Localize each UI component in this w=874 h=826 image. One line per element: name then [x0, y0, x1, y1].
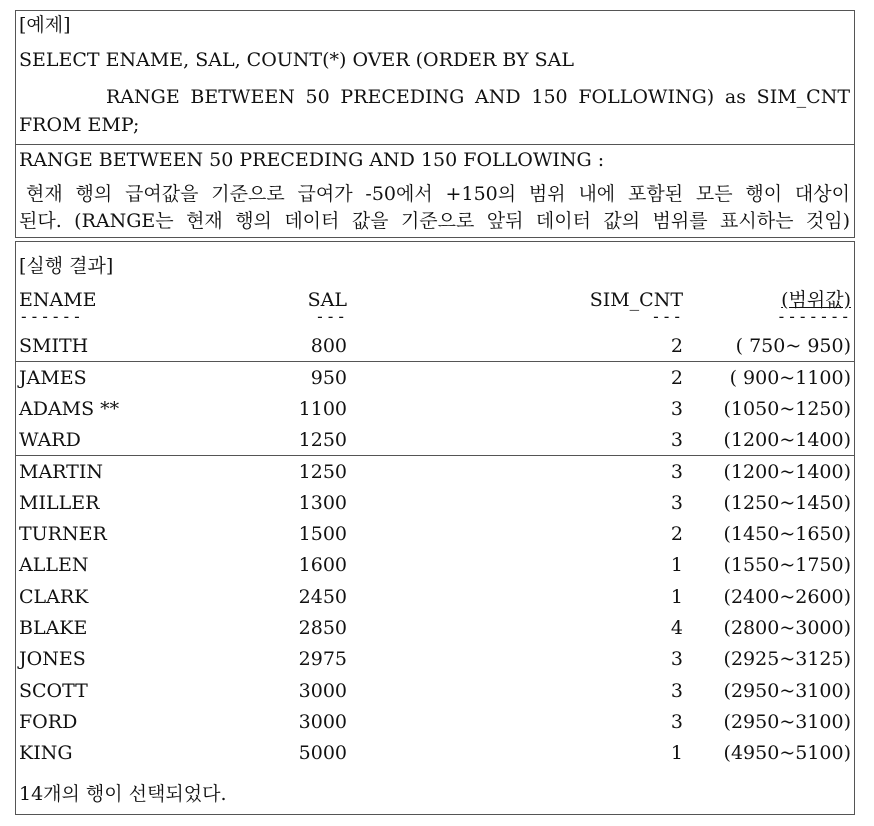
cell-ename: SMITH: [19, 335, 89, 357]
cell-range: (1250~1450): [723, 492, 851, 514]
cell-range: (1200~1400): [723, 461, 851, 483]
header-sim-cnt: SIM_CNT: [589, 289, 683, 311]
sql-line-2: RANGE BETWEEN 50 PRECEDING AND 150 FOLLOWING) as SIM_CNT: [106, 86, 850, 108]
cell-sim-cnt: 1: [670, 586, 683, 608]
cell-range: ( 900~1100): [729, 367, 851, 389]
cell-sal: 1600: [298, 554, 347, 576]
header-range: (범위값): [781, 289, 851, 311]
cell-ename: JAMES: [19, 367, 87, 389]
note-line-2: 된다. (RANGE는 현재 행의 데이터 값을 기준으로 앞뒤 데이터 값의 범위를 표시하는 것임): [19, 210, 850, 232]
cell-range: (1050~1250): [723, 398, 851, 420]
result-box: [15, 241, 855, 815]
separator: [16, 144, 854, 145]
cell-range: ( 750~ 950): [735, 335, 851, 357]
dash-sal: ---: [315, 307, 347, 326]
cell-ename: CLARK: [19, 586, 89, 608]
cell-sim-cnt: 3: [670, 680, 683, 702]
cell-sal: 1300: [298, 492, 347, 514]
cell-ename: JONES: [19, 648, 86, 670]
dash-ename: ------: [19, 307, 83, 326]
cell-ename: KING: [19, 742, 73, 764]
example-label: [예제]: [19, 14, 71, 36]
example-box: [15, 10, 855, 238]
cell-ename: MILLER: [19, 492, 100, 514]
note-line-1: 현재 행의 급여값을 기준으로 급여가 -50에서 +150의 범위 내에 포함된 모든 행이 대상이: [26, 183, 850, 205]
cell-ename: SCOTT: [19, 680, 88, 702]
cell-ename: FORD: [19, 711, 78, 733]
note-title: RANGE BETWEEN 50 PRECEDING AND 150 FOLLOWING :: [19, 149, 605, 171]
header-ename: ENAME: [19, 289, 97, 311]
cell-sal: 1250: [298, 429, 347, 451]
cell-sim-cnt: 2: [670, 523, 683, 545]
cell-sim-cnt: 4: [670, 617, 683, 639]
cell-range: (1450~1650): [723, 523, 851, 545]
cell-sim-cnt: 2: [670, 335, 683, 357]
cell-sim-cnt: 2: [670, 367, 683, 389]
cell-ename: MARTIN: [19, 461, 103, 483]
cell-ename: ALLEN: [19, 554, 89, 576]
cell-sim-cnt: 1: [670, 742, 683, 764]
cell-ename: ADAMS **: [19, 398, 120, 420]
result-footer: 14개의 행이 선택되었다.: [19, 783, 227, 805]
cell-sim-cnt: 3: [670, 648, 683, 670]
cell-ename: BLAKE: [19, 617, 88, 639]
cell-sal: 1250: [298, 461, 347, 483]
cell-sal: 5000: [298, 742, 347, 764]
cell-ename: TURNER: [19, 523, 107, 545]
cell-range: (2400~2600): [723, 586, 851, 608]
cell-sim-cnt: 1: [670, 554, 683, 576]
sql-line-1: SELECT ENAME, SAL, COUNT(*) OVER (ORDER BY SAL: [19, 49, 574, 71]
cell-sim-cnt: 3: [670, 492, 683, 514]
sql-line-3: FROM EMP;: [19, 114, 140, 136]
cell-sim-cnt: 3: [670, 398, 683, 420]
cell-range: (1200~1400): [723, 429, 851, 451]
cell-range: (2950~3100): [723, 711, 851, 733]
dash-sim-cnt: ---: [651, 307, 683, 326]
cell-sal: 3000: [298, 711, 347, 733]
cell-ename: WARD: [19, 429, 81, 451]
cell-sal: 2850: [298, 617, 347, 639]
cell-range: (1550~1750): [723, 554, 851, 576]
group-separator: [16, 455, 854, 456]
cell-sim-cnt: 3: [670, 429, 683, 451]
header-sal: SAL: [307, 289, 347, 311]
cell-range: (2800~3000): [723, 617, 851, 639]
dash-range: -------: [776, 307, 851, 326]
cell-sal: 3000: [298, 680, 347, 702]
cell-sal: 800: [310, 335, 347, 357]
cell-sal: 2450: [298, 586, 347, 608]
cell-sim-cnt: 3: [670, 711, 683, 733]
group-separator: [16, 361, 854, 362]
cell-sal: 2975: [298, 648, 347, 670]
cell-range: (2925~3125): [723, 648, 851, 670]
cell-sim-cnt: 3: [670, 461, 683, 483]
cell-sal: 1500: [298, 523, 347, 545]
cell-sal: 950: [310, 367, 347, 389]
cell-range: (2950~3100): [723, 680, 851, 702]
cell-sal: 1100: [298, 398, 347, 420]
result-label: [실행 결과]: [19, 255, 114, 277]
cell-range: (4950~5100): [723, 742, 851, 764]
